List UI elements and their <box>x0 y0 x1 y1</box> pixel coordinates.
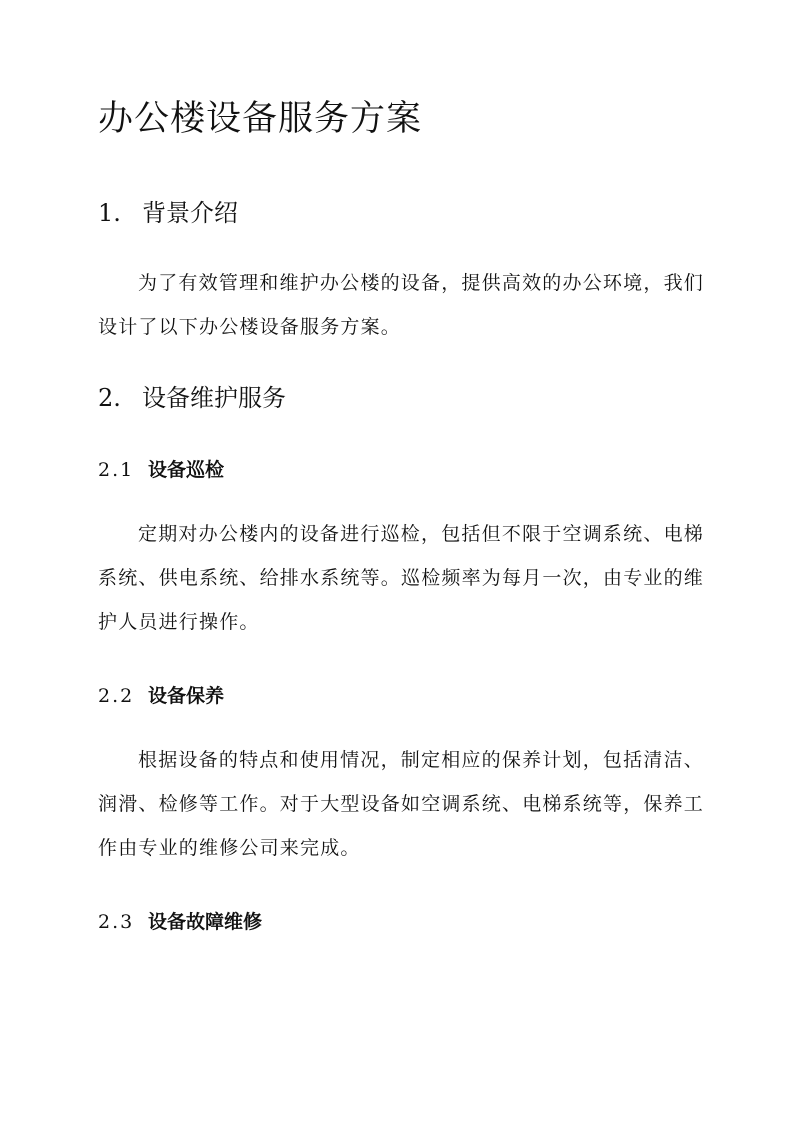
paragraph-background: 为了有效管理和维护办公楼的设备，提供高效的办公环境，我们设计了以下办公楼设备服务方案。 <box>98 272 704 338</box>
section-title: 设备维护服务 <box>142 384 286 412</box>
subsection-number: 2.1 <box>98 459 135 481</box>
document-title: 办公楼设备服务方案 <box>98 99 423 139</box>
subsection-title: 设备巡检 <box>148 459 225 481</box>
subsection-number: 2.2 <box>98 685 135 707</box>
section-number: 1. <box>98 199 121 227</box>
subsection-title: 设备故障维修 <box>148 911 263 933</box>
paragraph-inspection: 定期对办公楼内的设备进行巡检，包括但不限于空调系统、电梯系统、供电系统、给排水系统等。巡检频率为每月一次，由专业的维护人员进行操作。 <box>98 523 705 633</box>
section-number: 2. <box>98 384 121 412</box>
paragraph-upkeep: 根据设备的特点和使用情况，制定相应的保养计划，包括清洁、润滑、检修等工作。对于大型设备如空调系统、电梯系统等，保养工作由专业的维修公司来完成。 <box>98 749 705 859</box>
subsection-heading-upkeep <box>98 682 224 710</box>
subsection-number: 2.3 <box>98 911 135 933</box>
section-heading-background <box>98 196 238 230</box>
subsection-heading-repair <box>98 908 262 936</box>
section-title: 背景介绍 <box>142 199 238 227</box>
subsection-title: 设备保养 <box>148 685 225 707</box>
section-heading-maintenance <box>98 381 286 415</box>
subsection-heading-inspection <box>98 456 224 484</box>
